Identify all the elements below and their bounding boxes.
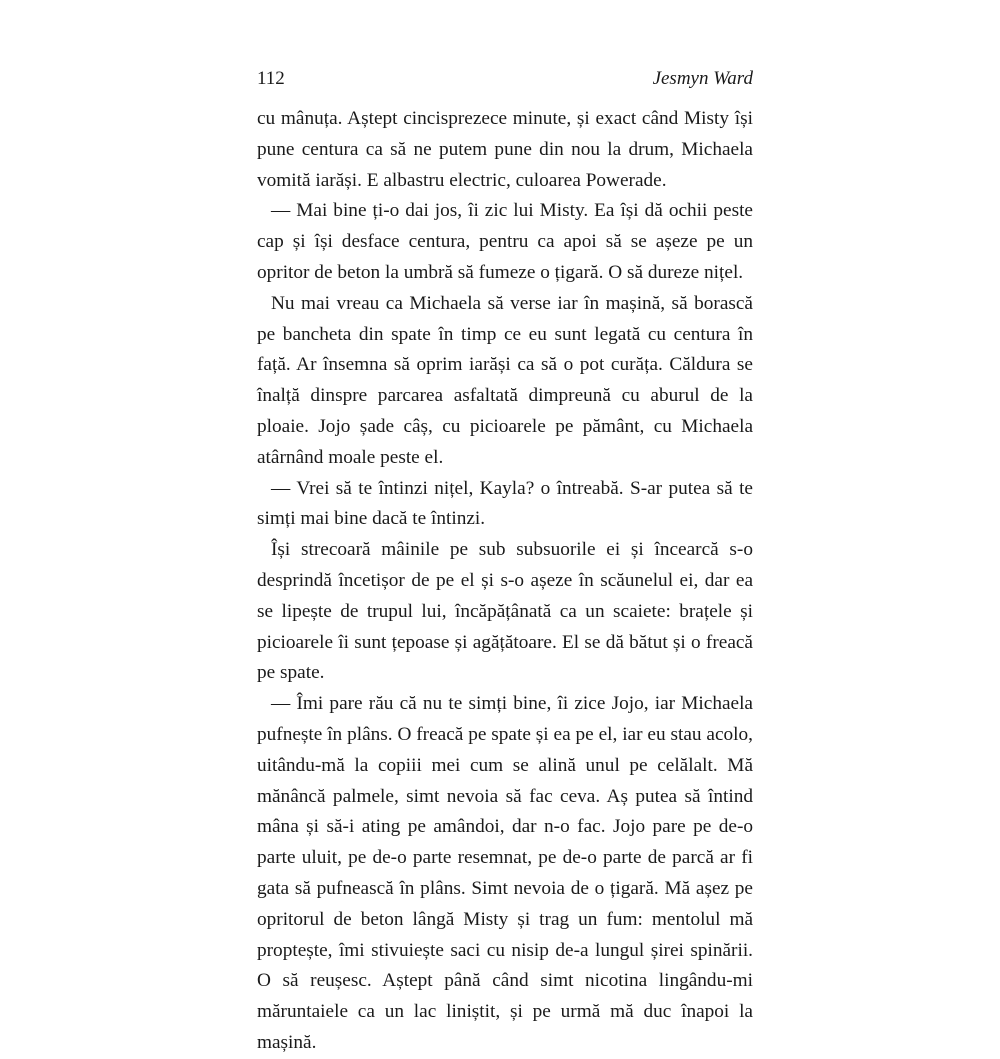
running-head	[257, 64, 753, 94]
page-number: 112	[257, 68, 285, 89]
paragraph: — Mai bine ți-o dai jos, îi zic lui Misty. Ea își dă ochii peste cap și își desface centura, pentru ca apoi să se așeze pe un opritor de beton la umbră să fumeze o țigară. O să dureze nițel.	[257, 200, 753, 283]
paragraph: — Îmi pare rău că nu te simți bine, îi zice Jojo, iar Michaela pufnește în plâns. O freacă pe spate și ea pe el, iar eu stau acolo, uitându-mă la copiii mei cum se alină unul pe celălalt. Mă mănâncă palmele, simt nevoia să fac ceva. Aș putea să întind mâna și să-i ating pe amândoi, dar n-o fac. Jojo pare pe de-o parte uluit, pe de-o parte resemnat, pe de-o parte de parcă ar fi gata să pufnească în plâns. Simt nevoia de o țigară. Mă așez pe opritorul de beton lângă Misty și trag un fum: mentolul mă proptește, îmi stivuiește saci cu nisip de-a lungul șirei spinării. O să reușesc. Aștept până când simt nicotina lingându-mi măruntaiele ca un lac liniștit, și pe urmă mă duc înapoi la mașină.	[257, 693, 753, 1053]
paragraph: Își strecoară mâinile pe sub subsuorile ei și încearcă s-o desprindă încetișor de pe el și s-o așeze în scăunelul ei, dar ea se lipește de trupul lui, încăpățânată ca un scaiete: brațele și picioarele îi sunt țepoase și agățătoare. El se dă bătut și o freacă pe spate.	[257, 539, 753, 684]
paragraph: cu mânuța. Aștept cincisprezece minute, și exact când Misty își pune centura ca să ne putem pune din nou la drum, Michaela vomită iarăși. E albastru electric, culoarea Powerade.	[257, 108, 753, 191]
body-text	[257, 104, 753, 1059]
paragraph: Nu mai vreau ca Michaela să verse iar în mașină, să borască pe bancheta din spate în timp ce eu sunt legată cu centura în față. Ar însemna să oprim iarăși ca să o pot curăța. Căldura se înalță dinspre parcarea asfaltată dimpreună cu aburul de la ploaie. Jojo șade câș, cu picioarele pe pământ, cu Michaela atârnând moale peste el.	[257, 292, 753, 468]
author-name: Jesmyn Ward	[652, 68, 753, 89]
book-page	[257, 64, 753, 1053]
paragraph: — Vrei să te întinzi nițel, Kayla? o întreabă. S-ar putea să te simți mai bine dacă te întinzi.	[257, 477, 753, 530]
